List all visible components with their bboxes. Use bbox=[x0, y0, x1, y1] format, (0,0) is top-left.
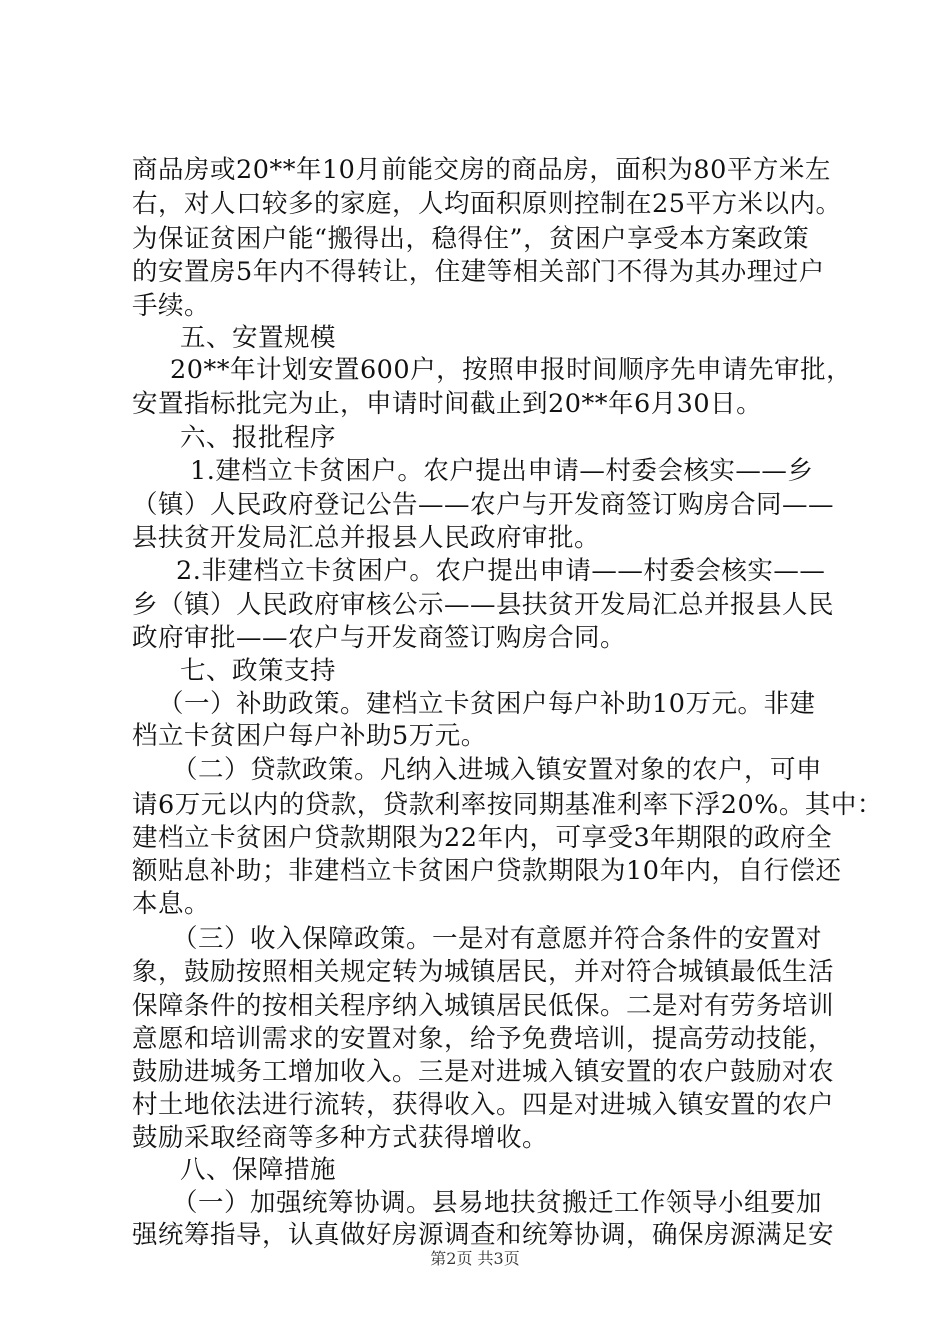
text-line: 强统筹指导，认真做好房源调查和统筹协调，确保房源满足安 bbox=[132, 1220, 835, 1250]
text-line: 档立卡贫困户每户补助5万元。 bbox=[132, 721, 487, 751]
text-line: 的安置房5年内不得转让，住建等相关部门不得为其办理过户 bbox=[132, 257, 825, 287]
text-line: 八、保障措施 bbox=[180, 1155, 337, 1185]
text-line: （二）贷款政策。凡纳入进城入镇安置对象的农户，可申 bbox=[172, 755, 823, 785]
text-line: 象，鼓励按照相关规定转为城镇居民，并对符合城镇最低生活 bbox=[132, 957, 835, 987]
text-line: （一）补助政策。建档立卡贫困户每户补助10万元。非建 bbox=[158, 689, 816, 719]
text-line: 建档立卡贫困户贷款期限为22年内，可享受3年期限的政府全 bbox=[132, 823, 833, 853]
text-line: （三）收入保障政策。一是对有意愿并符合条件的安置对 bbox=[172, 924, 823, 954]
text-line: 本息。 bbox=[132, 889, 211, 919]
text-line: 20**年计划安置600户，按照申报时间顺序先申请先审批， bbox=[170, 355, 853, 385]
text-line: 乡（镇）人民政府审核公示——县扶贫开发局汇总并报县人民 bbox=[132, 590, 835, 620]
text-line: 额贴息补助；非建档立卡贫困户贷款期限为10年内，自行偿还 bbox=[132, 856, 842, 886]
text-line: 商品房或20**年10月前能交房的商品房，面积为80平方米左 bbox=[132, 155, 831, 185]
text-line: 五、安置规模 bbox=[180, 323, 337, 353]
text-line: 保障条件的按相关程序纳入城镇居民低保。二是对有劳务培训 bbox=[132, 991, 835, 1021]
text-line: 为保证贫困户能“搬得出，稳得住”，贫困户享受本方案政策 bbox=[132, 224, 810, 254]
text-line: 意愿和培训需求的安置对象，给予免费培训，提高劳动技能， bbox=[132, 1024, 835, 1054]
text-line: 七、政策支持 bbox=[180, 656, 337, 686]
text-line: 县扶贫开发局汇总并报县人民政府审批。 bbox=[132, 523, 601, 553]
text-line: 村土地依法进行流转，获得收入。四是对进城入镇安置的农户 bbox=[132, 1090, 835, 1120]
text-line: 鼓励进城务工增加收入。三是对进城入镇安置的农户鼓励对农 bbox=[132, 1057, 835, 1087]
text-line: 政府审批——农户与开发商签订购房合同。 bbox=[132, 623, 627, 653]
text-line: 手续。 bbox=[132, 291, 211, 321]
text-line: 2.非建档立卡贫困户。农户提出申请——村委会核实—— bbox=[176, 556, 826, 586]
text-line: 六、报批程序 bbox=[180, 423, 337, 453]
page-footer: 第2页 共3页 bbox=[430, 1249, 520, 1268]
text-line: （镇）人民政府登记公告——农户与开发商签订购房合同—— bbox=[132, 490, 835, 520]
text-line: 请6万元以内的贷款，贷款利率按同期基准利率下浮20%。其中： bbox=[132, 790, 883, 820]
text-line: 右，对人口较多的家庭，人均面积原则控制在25平方米以内。 bbox=[132, 189, 842, 219]
text-line: （一）加强统筹协调。县易地扶贫搬迁工作领导小组要加 bbox=[172, 1188, 823, 1218]
text-line: 安置指标批完为止，申请时间截止到20**年6月30日。 bbox=[132, 389, 763, 419]
text-line: 鼓励采取经商等多种方式获得增收。 bbox=[132, 1123, 549, 1153]
text-line: 1.建档立卡贫困户。农户提出申请—村委会核实——乡 bbox=[190, 456, 814, 486]
